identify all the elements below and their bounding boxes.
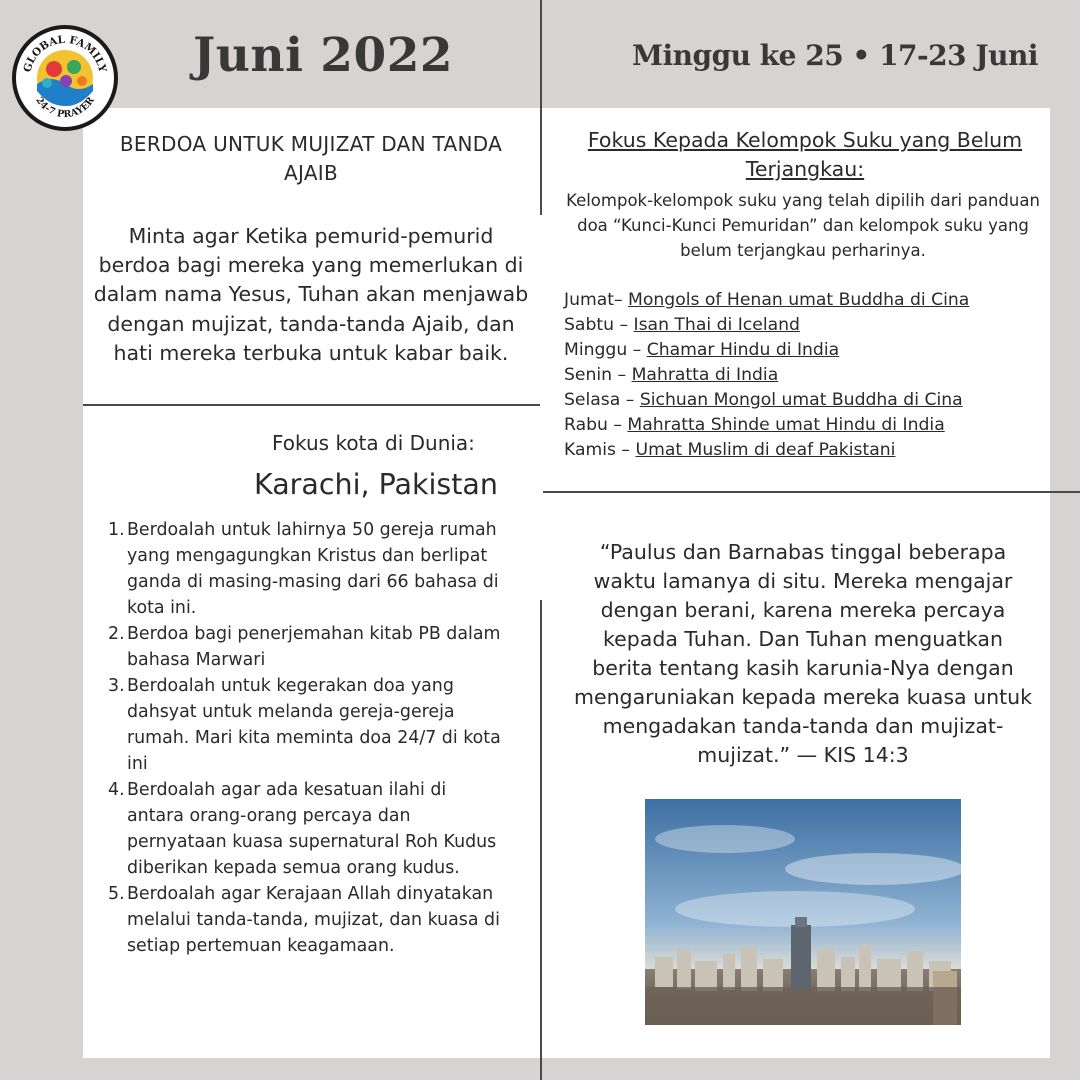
list-item bbox=[108, 621, 508, 673]
day-label: Sabtu – bbox=[564, 315, 634, 335]
left-section-divider bbox=[83, 404, 540, 406]
day-label: Minggu – bbox=[564, 340, 647, 360]
day-row bbox=[564, 363, 969, 388]
list-text: Berdoalah agar ada kesatuan ilahi di antara orang-orang percaya dan pernyataan kuasa supernatural Roh Kudus diberikan kepada semua orang kudus. bbox=[127, 780, 497, 878]
list-number: 2. bbox=[108, 624, 125, 644]
people-group-description: Kelompok-kelompok suku yang telah dipilih dari panduan doa “Kunci-Kunci Pemuridan” dan kelompok suku yang belum terjangkau perharinya. bbox=[566, 191, 1040, 260]
people-group-link[interactable]: Mahratta di India bbox=[631, 365, 779, 385]
day-label: Selasa – bbox=[564, 390, 640, 410]
list-text: Berdoalah agar Kerajaan Allah dinyatakan melalui tanda-tanda, mujizat, dan kuasa di setiap pertemuan keagamaan. bbox=[127, 884, 500, 956]
daily-people-group-list bbox=[564, 288, 969, 463]
list-number: 5. bbox=[108, 884, 125, 904]
day-row bbox=[564, 413, 969, 438]
day-label: Jumat– bbox=[564, 290, 629, 310]
city-name: Karachi, Pakistan bbox=[254, 468, 498, 501]
list-text: Berdoalah untuk kegerakan doa yang dahsyat untuk melanda gereja-gereja rumah. Mari kita meminta doa 24/7 di kota ini bbox=[127, 676, 501, 774]
day-label: Rabu – bbox=[564, 415, 628, 435]
list-item bbox=[108, 881, 508, 959]
day-row bbox=[564, 438, 969, 463]
center-divider-bottom bbox=[540, 600, 542, 1080]
people-group-link[interactable]: Chamar Hindu di India bbox=[646, 340, 840, 360]
month-title: Juni 2022 bbox=[193, 28, 454, 83]
day-label: Senin – bbox=[564, 365, 632, 385]
week-title: Minggu ke 25 • 17-23 Juni bbox=[632, 39, 1038, 72]
people-group-link[interactable]: Mongols of Henan umat Buddha di Cina bbox=[628, 290, 970, 310]
people-group-link[interactable]: Mahratta Shinde umat Hindu di India bbox=[627, 415, 945, 435]
right-section-divider bbox=[543, 491, 1080, 493]
day-label: Kamis – bbox=[564, 440, 636, 460]
day-row bbox=[564, 288, 969, 313]
global-family-logo bbox=[12, 25, 118, 131]
prayer-body: Minta agar Ketika pemurid-pemurid berdoa bagi mereka yang memerlukan di dalam nama Yesus, Tuhan akan menjawab dengan mujizat, tanda-tanda Ajaib, dan hati mereka terbuka untuk kabar baik. bbox=[93, 224, 529, 365]
day-row bbox=[564, 313, 969, 338]
svg-text:24-7 PRAYER: 24-7 PRAYER bbox=[33, 95, 97, 121]
people-group-link[interactable]: Sichuan Mongol umat Buddha di Cina bbox=[639, 390, 963, 410]
center-divider-top bbox=[540, 0, 542, 215]
people-group-focus-title[interactable]: Fokus Kepada Kelompok Suku yang Belum Terjangkau: bbox=[587, 128, 1023, 181]
list-number: 3. bbox=[108, 676, 125, 696]
day-row bbox=[564, 388, 969, 413]
list-text: Berdoalah untuk lahirnya 50 gereja rumah yang mengagungkan Kristus dan berlipat ganda di masing-masing dari 66 bahasa di kota ini. bbox=[127, 520, 499, 618]
prayer-heading: BERDOA UNTUK MUJIZAT DAN TANDA AJAIB bbox=[119, 132, 503, 185]
list-text: Berdoa bagi penerjemahan kitab PB dalam bahasa Marwari bbox=[127, 624, 501, 670]
city-focus-label: Fokus kota di Dunia: bbox=[272, 431, 475, 455]
list-number: 4. bbox=[108, 780, 125, 800]
karachi-skyline-photo bbox=[645, 799, 961, 1025]
list-item bbox=[108, 517, 508, 621]
people-group-link[interactable]: Umat Muslim di deaf Pakistani bbox=[635, 440, 896, 460]
scripture-quote: “Paulus dan Barnabas tinggal beberapa waktu lamanya di situ. Mereka mengajar dengan berani, karena mereka percaya kepada Tuhan. Dan Tuhan menguatkan berita tentang kasih karunia-Nya dengan mengaruniakan kepada mereka kuasa untuk mengadakan tanda-tanda dan mujizat-mujizat.” — KIS 14:3 bbox=[573, 540, 1033, 767]
list-number: 1. bbox=[108, 520, 125, 540]
day-row bbox=[564, 338, 969, 363]
people-group-link[interactable]: Isan Thai di Iceland bbox=[633, 315, 800, 335]
list-item bbox=[108, 777, 508, 881]
city-prayer-list bbox=[108, 517, 508, 959]
list-item bbox=[108, 673, 508, 777]
svg-text:GLOBAL FAMILY: GLOBAL FAMILY bbox=[21, 33, 109, 74]
